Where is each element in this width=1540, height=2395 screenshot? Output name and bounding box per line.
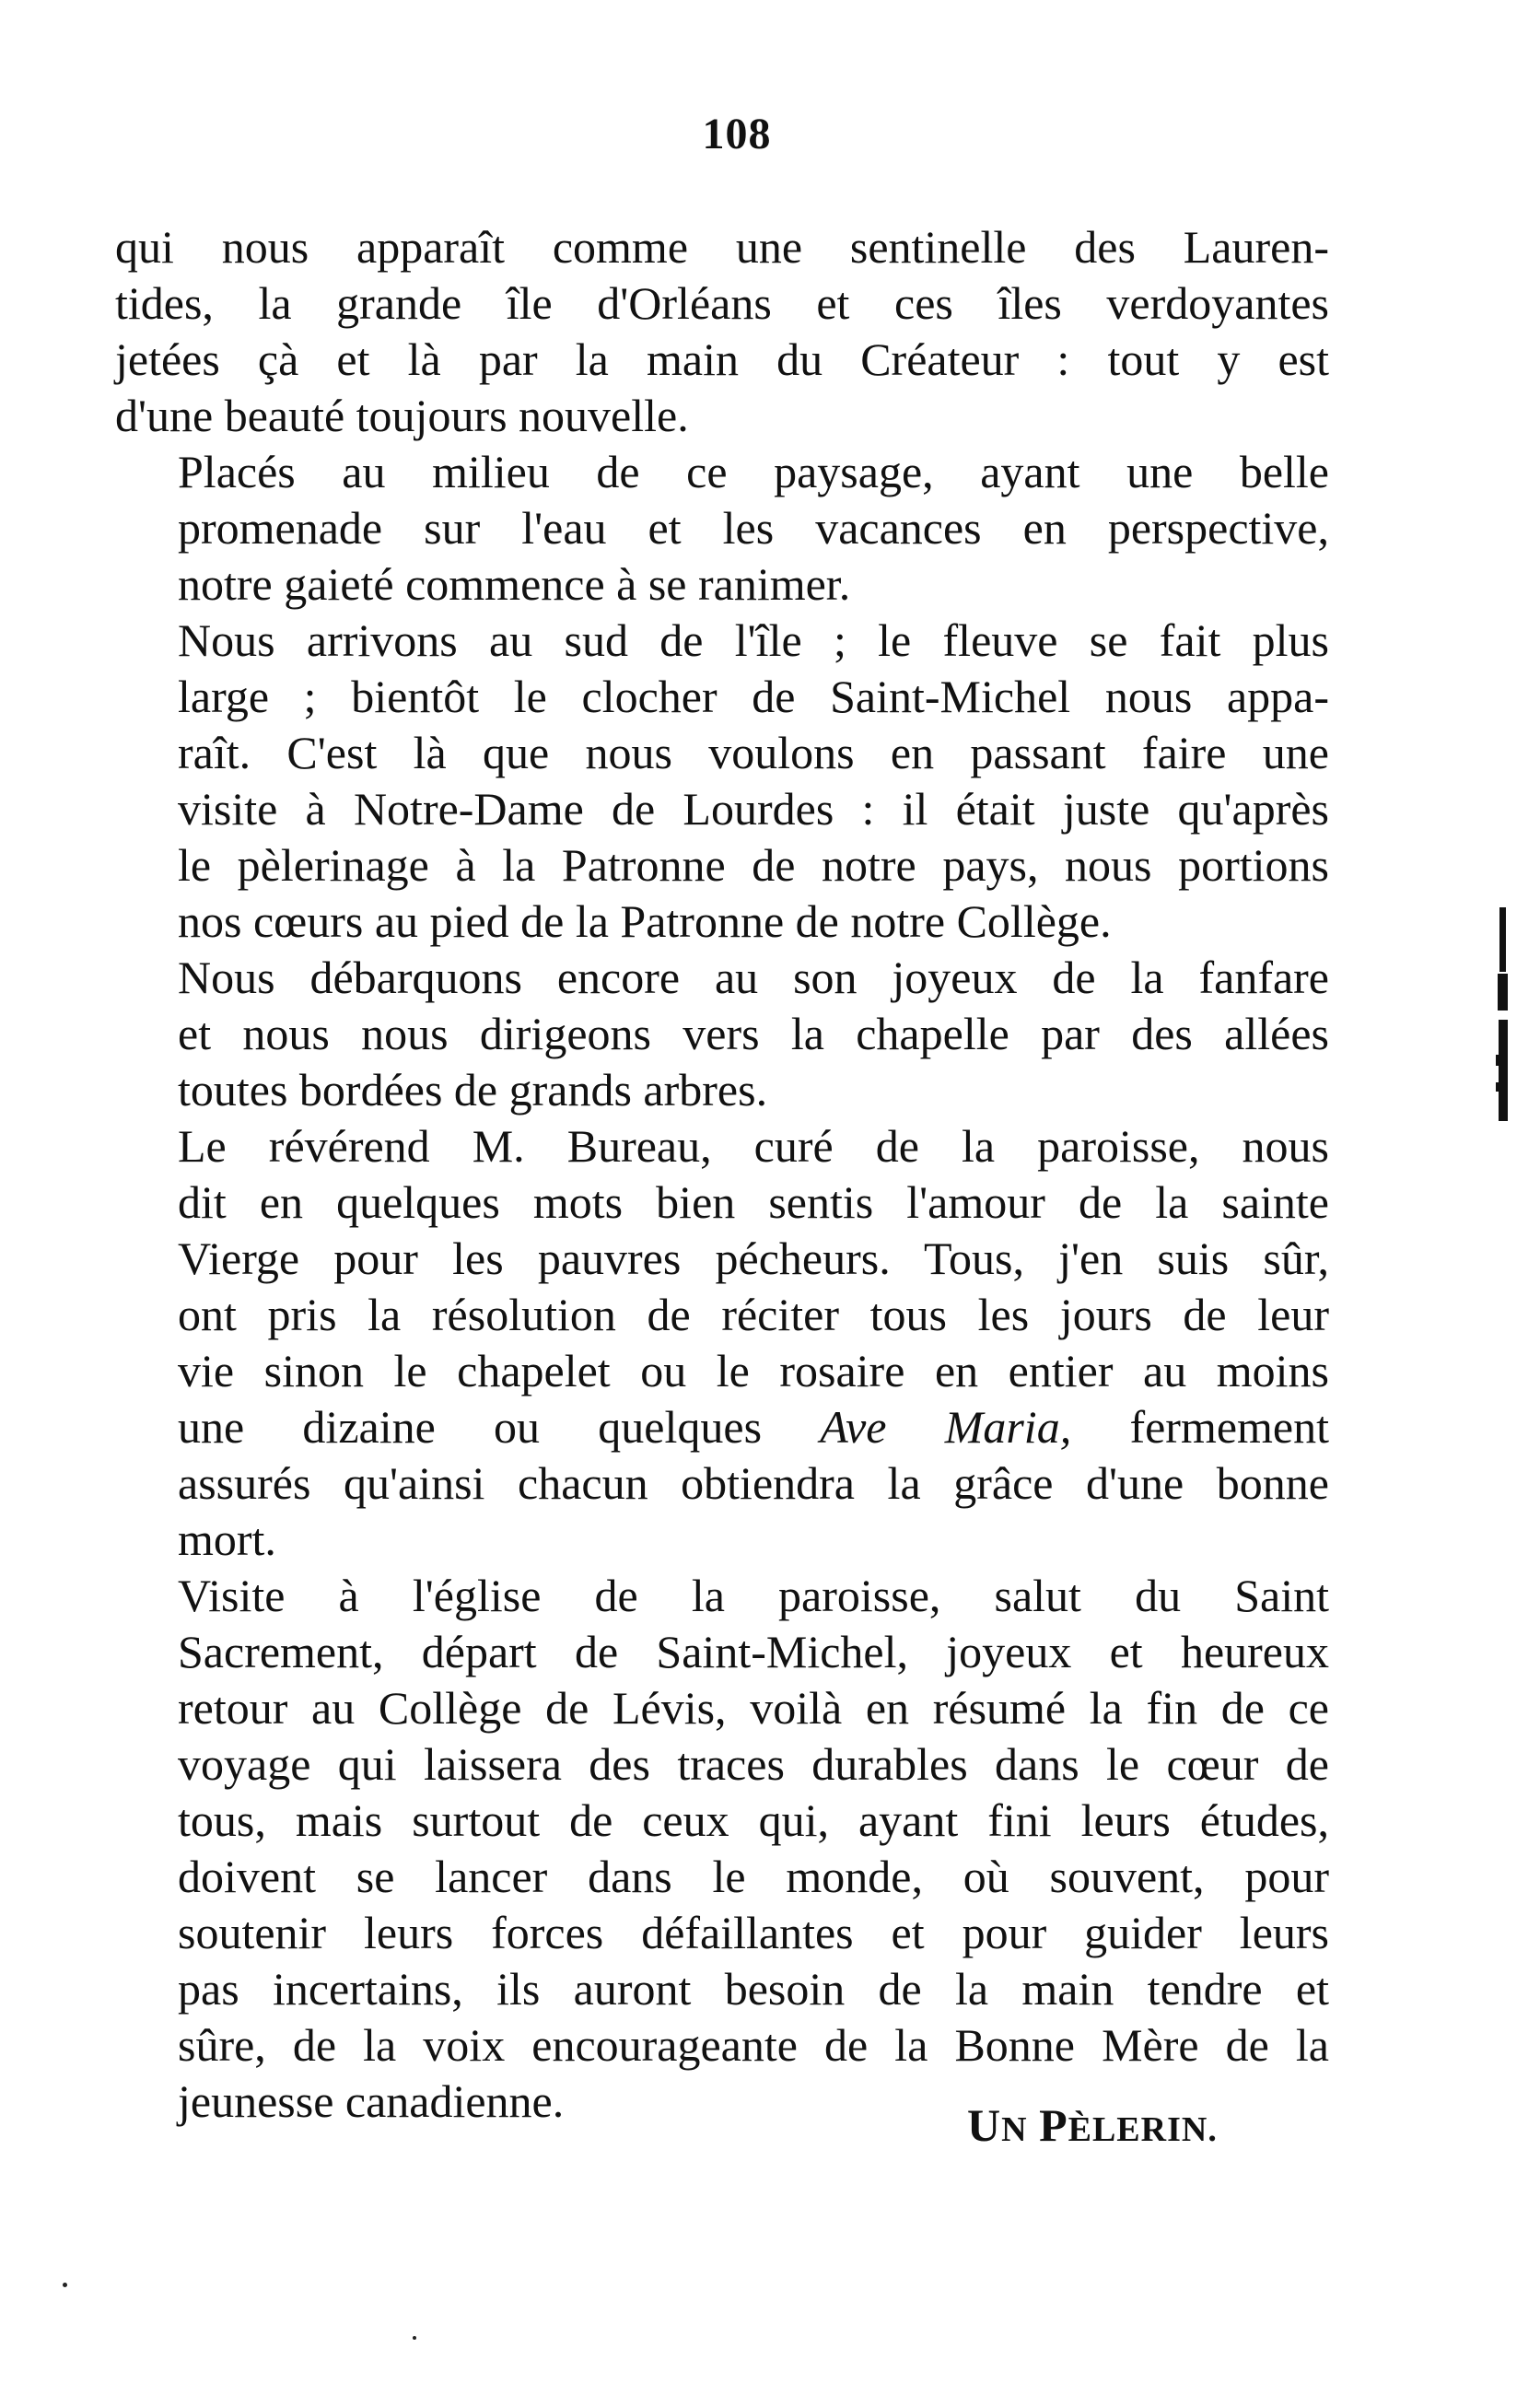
text-line: toutes bordées de grands arbres. bbox=[178, 1064, 768, 1116]
paragraph bbox=[115, 444, 1329, 613]
text-line: jeunesse canadienne. bbox=[178, 2075, 565, 2127]
text-line: Sacrement, départ de Saint-Michel, joyeux et heureux bbox=[178, 1626, 1329, 1677]
signature bbox=[967, 2098, 1218, 2152]
text-line: raît. C'est là que nous voulons en passant faire une bbox=[178, 727, 1329, 778]
margin-ink-mark bbox=[1490, 907, 1514, 1138]
text-line: voyage qui laissera des traces durables dans le cœur de bbox=[178, 1738, 1329, 1790]
text-line: tous, mais surtout de ceux qui, ayant fini leurs études, bbox=[178, 1794, 1329, 1846]
text-line: visite à Notre-Dame de Lourdes : il était juste qu'après bbox=[178, 783, 1329, 835]
page-number: 108 bbox=[702, 110, 772, 158]
signature-rest-1: N bbox=[1001, 2110, 1028, 2149]
text-line: qui nous apparaît comme une sentinelle des Lauren- bbox=[115, 221, 1329, 273]
text-line: le pèlerinage à la Patronne de notre pays, nous portions bbox=[178, 839, 1329, 891]
text-line: Nous arrivons au sud de l'île ; le fleuve se fait plus bbox=[178, 614, 1329, 666]
paragraph bbox=[115, 950, 1329, 1118]
text-line: tides, la grande île d'Orléans et ces îles verdoyantes bbox=[115, 277, 1329, 329]
text-line: Vierge pour les pauvres pécheurs. Tous, j'en suis sûr, bbox=[178, 1233, 1329, 1284]
paragraph bbox=[115, 613, 1329, 950]
ink-speck bbox=[63, 2283, 67, 2287]
text-line: promenade sur l'eau et les vacances en perspective, bbox=[178, 502, 1329, 554]
text-line: mort. bbox=[178, 1513, 276, 1565]
body-text bbox=[115, 219, 1329, 2130]
text-line: une dizaine ou quelques Ave Maria, fermement bbox=[178, 1401, 1330, 1453]
text-line: vie sinon le chapelet ou le rosaire en entier au moins bbox=[178, 1345, 1329, 1396]
text-line: large ; bientôt le clocher de Saint-Michel nous appa- bbox=[178, 671, 1329, 722]
text-line: assurés qu'ainsi chacun obtiendra la grâce d'une bonne bbox=[178, 1457, 1329, 1509]
signature-initial-2: P bbox=[1039, 2099, 1068, 2151]
text-line: ont pris la résolution de réciter tous les jours de leur bbox=[178, 1289, 1329, 1340]
text-line: doivent se lancer dans le monde, où souvent, pour bbox=[178, 1851, 1329, 1902]
text-line: retour au Collège de Lévis, voilà en résumé la fin de ce bbox=[178, 1682, 1329, 1734]
text-line: d'une beauté toujours nouvelle. bbox=[115, 390, 689, 441]
paragraph bbox=[115, 219, 1329, 444]
text-line: sûre, de la voix encourageante de la Bonne Mère de la bbox=[178, 2019, 1329, 2071]
paragraph bbox=[115, 1568, 1329, 2130]
text-line: soutenir leurs forces défaillantes et pour guider leurs bbox=[178, 1907, 1329, 1958]
text-line: dit en quelques mots bien sentis l'amour de la sainte bbox=[178, 1176, 1329, 1228]
text-line: Placés au milieu de ce paysage, ayant une belle bbox=[178, 446, 1329, 497]
text-line: jetées çà et là par la main du Créateur : tout y est bbox=[115, 333, 1329, 385]
signature-initial-1: U bbox=[967, 2099, 1002, 2151]
signature-rest-2: ÈLERIN. bbox=[1068, 2110, 1218, 2149]
italic-phrase: Ave Maria, bbox=[820, 1401, 1072, 1453]
text-line: notre gaieté commence à se ranimer. bbox=[178, 558, 851, 610]
ink-speck bbox=[413, 2336, 416, 2340]
text-line: Le révérend M. Bureau, curé de la paroisse, nous bbox=[178, 1120, 1329, 1172]
text-line: Nous débarquons encore au son joyeux de la fanfare bbox=[178, 952, 1329, 1003]
paragraph bbox=[115, 1118, 1329, 1568]
text-line: et nous nous dirigeons vers la chapelle par des allées bbox=[178, 1008, 1329, 1059]
text-line: Visite à l'église de la paroisse, salut du Saint bbox=[178, 1570, 1329, 1621]
text-line: nos cœurs au pied de la Patronne de notre Collège. bbox=[178, 895, 1112, 947]
text-line: pas incertains, ils auront besoin de la main tendre et bbox=[178, 1963, 1329, 2015]
